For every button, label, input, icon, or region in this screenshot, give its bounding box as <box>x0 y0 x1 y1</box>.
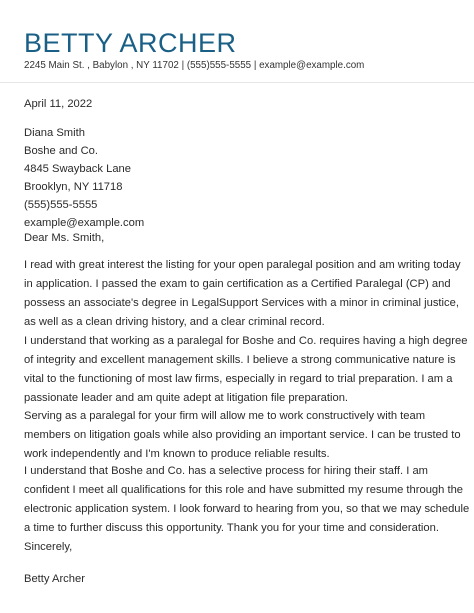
recipient-city: Brooklyn, NY 11718 <box>24 181 123 193</box>
salutation: Dear Ms. Smith, <box>24 232 105 244</box>
paragraph-3 <box>24 407 461 464</box>
paragraph-line: vital to the functioning of most law firms, especially in regard to trial preparation. I am a <box>24 373 453 385</box>
paragraph-line: I understand that Boshe and Co. has a selective process for hiring their staff. I am <box>24 465 429 477</box>
paragraph-line: work independently and I'm known to produce reliable results. <box>24 448 330 460</box>
applicant-name: BETTY ARCHER <box>24 28 237 58</box>
paragraph-1 <box>24 256 461 332</box>
paragraph-line: I understand that working as a paralegal for Boshe and Co. requires having a high degree <box>24 335 468 347</box>
paragraph-line: confident I meet all qualifications for this role and have submitted my resume through the <box>24 484 464 496</box>
paragraph-line: possess an associate's degree in LegalSupport Services with a minor in criminal justice, <box>24 297 459 309</box>
paragraph-line: of integrity and excellent management skills. I believe a strong communicative nature is <box>24 354 456 366</box>
paragraph-line: passionate leader and am quite adept at litigation file preparation. <box>24 392 349 404</box>
recipient-email: example@example.com <box>24 217 145 229</box>
signature-name: Betty Archer <box>24 573 85 585</box>
paragraph-line: in application. I passed the exam to gain certification as a Certified Paralegal (CP) and <box>24 278 451 290</box>
recipient-block <box>24 124 144 232</box>
letter-date: April 11, 2022 <box>24 98 93 110</box>
paragraph-line: as well as a clean driving history, and a clear criminal record. <box>24 316 325 328</box>
contact-line: 2245 Main St. , Babylon , NY 11702 | (555)555-5555 | example@example.com <box>24 60 365 71</box>
paragraph-line: I read with great interest the listing for your open paralegal position and am writing today <box>24 259 461 271</box>
closing: Sincerely, <box>24 541 73 553</box>
recipient-company: Boshe and Co. <box>24 145 99 157</box>
paragraph-line: electronic application system. I look forward to hearing from you, so that we may schedule <box>24 503 470 515</box>
paragraph-line: a time to further discuss this opportunity. Thank you for your time and consideration. <box>24 522 439 534</box>
paragraph-line: members on litigation goals while also providing an important service. I can be trusted to <box>24 429 461 441</box>
paragraph-2 <box>24 332 468 408</box>
paragraph-line: Serving as a paralegal for your firm will allow me to work constructively with team <box>24 410 426 422</box>
recipient-street: 4845 Swayback Lane <box>24 163 131 175</box>
paragraph-4 <box>24 462 470 538</box>
recipient-phone: (555)555-5555 <box>24 199 98 211</box>
recipient-name: Diana Smith <box>24 127 85 139</box>
header-divider <box>0 82 474 83</box>
